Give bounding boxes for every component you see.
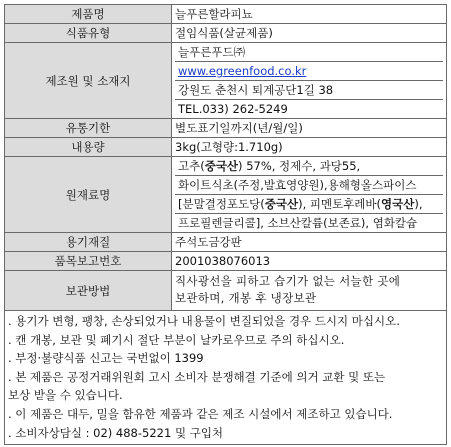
notes-cell <box>5 311 447 445</box>
row-food-type <box>5 24 447 43</box>
note-item: . 이 제품은 대두, 밀을 함유한 제품과 같은 제조 시설에서 제조하고 있습니다. <box>8 406 393 421</box>
expiry-value: 별도표기일까지(년/월/일) <box>172 119 447 138</box>
volume-label: 내용량 <box>5 138 172 157</box>
note-item: . 용기가 변형, 팽창, 손상되었거나 내용물이 변질되었을 경우 드시지 마십시오. <box>8 314 400 328</box>
note-item: . 캔 개봉, 보관 및 폐기시 절단 부분이 날카로우므로 주의 하십시오. <box>8 332 345 347</box>
food-type-label: 식품유형 <box>5 24 172 43</box>
ingredients-line-2: 화이트식초(주정,발효영양원),용해형올스파이스 <box>175 176 443 195</box>
storage-label: 보관방법 <box>5 271 172 311</box>
row-notes <box>5 311 447 445</box>
manufacturer-website-link[interactable]: www.egreenfood.co.kr <box>178 64 307 78</box>
note-item: . 본 제품은 공정거래위원회 고시 소비자 분쟁해결 기준에 의거 교환 및 또는 <box>8 369 386 384</box>
manufacturer-tel: TEL.033) 262-5249 <box>178 102 288 116</box>
product-name-value: 늘푸른할라피뇨 <box>172 5 447 24</box>
product-info-table <box>4 4 447 445</box>
row-storage <box>5 271 447 311</box>
volume-value: 3kg(고형량:1.710g) <box>172 138 447 157</box>
row-packaging <box>5 233 447 252</box>
storage-line-1: 직사광선을 피하고 습기가 없는 서늘한 곳에 <box>175 274 401 288</box>
note-item: . 소비자상담실 : 02) 488-5221 및 구입처 <box>8 425 224 440</box>
storage-line-2: 보관하며, 개봉 후 냉장보관 <box>175 291 317 305</box>
row-ingredients <box>5 157 447 233</box>
manufacturer-label: 제조원 및 소재지 <box>5 43 172 119</box>
ingredients-line-1: 고추(중국산) 57%, 정제수, 과당55, <box>175 157 443 176</box>
ingredients-line-3: [분말결정포도당(중국산), 피멘토후레바(영국산), <box>175 195 443 214</box>
row-manufacturer <box>5 43 447 119</box>
packaging-label: 용기재질 <box>5 233 172 252</box>
ingredients-value <box>172 157 447 233</box>
packaging-value: 주석도금강판 <box>172 233 447 252</box>
food-type-value: 절임식품(살균제품) <box>172 24 447 43</box>
report-no-label: 품목보고번호 <box>5 252 172 271</box>
storage-value <box>172 271 447 311</box>
ingredients-line-4: 프로필렌글리콜], 소브산칼륨(보존료), 염화칼슘 <box>178 216 418 230</box>
manufacturer-address: 강원도 춘천시 퇴계공단1길 38 <box>175 81 443 100</box>
manufacturer-website-cell <box>175 62 443 81</box>
ingredients-label: 원재료명 <box>5 157 172 233</box>
manufacturer-value <box>172 43 447 119</box>
product-name-label: 제품명 <box>5 5 172 24</box>
expiry-label: 유통기한 <box>5 119 172 138</box>
row-expiry <box>5 119 447 138</box>
manufacturer-company: 늘푸른푸드㈜ <box>175 43 443 62</box>
row-volume <box>5 138 447 157</box>
row-report-no <box>5 252 447 271</box>
note-item: 보상 받을 수 있습니다. <box>8 388 123 403</box>
note-item: . 부정·불량식품 신고는 국번없이 1399 <box>8 351 204 366</box>
row-product-name <box>5 5 447 24</box>
report-no-value: 2001038076013 <box>172 252 447 271</box>
